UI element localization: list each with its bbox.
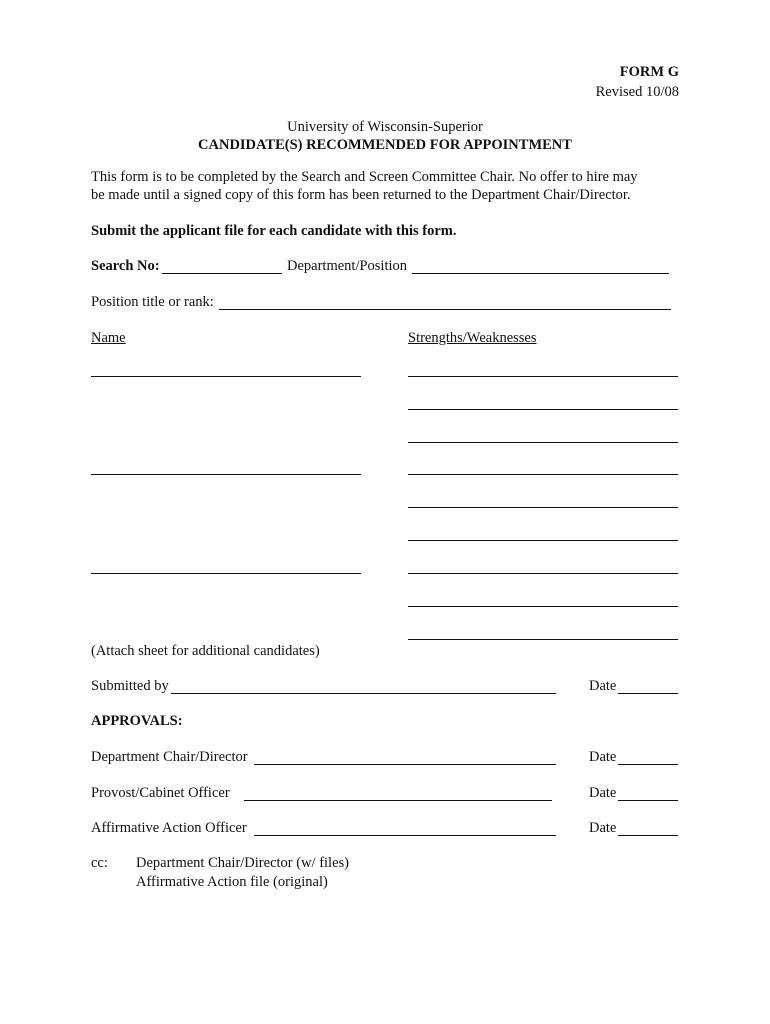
strengths-field-1b[interactable] — [408, 409, 678, 410]
department-position-field[interactable] — [412, 273, 669, 274]
affirmative-action-date-field[interactable] — [618, 835, 678, 836]
strengths-field-1a[interactable] — [408, 376, 678, 377]
candidate-name-field-1[interactable] — [91, 376, 361, 377]
submitted-by-field[interactable] — [171, 693, 556, 694]
provost-date-label: Date — [589, 785, 617, 801]
form-heading: CANDIDATE(S) RECOMMENDED FOR APPOINTMENT — [198, 137, 572, 153]
approvals-heading: APPROVALS: — [91, 713, 183, 729]
strengths-field-2c[interactable] — [408, 540, 678, 541]
provost-label: Provost/Cabinet Officer — [91, 785, 230, 801]
institution-name: University of Wisconsin-Superior — [287, 119, 483, 135]
cc-label: cc: — [91, 855, 108, 871]
attach-sheet-note: (Attach sheet for additional candidates) — [91, 643, 320, 659]
candidate-name-field-3[interactable] — [91, 573, 361, 574]
dept-chair-date-label: Date — [589, 749, 617, 765]
affirmative-action-signature-field[interactable] — [254, 835, 556, 836]
cc-line-1: Department Chair/Director (w/ files) — [136, 855, 349, 871]
provost-date-field[interactable] — [618, 800, 678, 801]
provost-signature-field[interactable] — [244, 800, 552, 801]
search-no-field[interactable] — [162, 273, 282, 274]
form-id: FORM G — [619, 64, 679, 80]
submitted-date-label: Date — [589, 678, 617, 694]
strengths-field-2a[interactable] — [408, 474, 678, 475]
cc-line-2: Affirmative Action file (original) — [136, 874, 328, 890]
submit-instruction: Submit the applicant file for each candidate with this form. — [91, 223, 457, 239]
revision-date: Revised 10/08 — [595, 84, 679, 100]
position-title-field[interactable] — [219, 309, 671, 310]
dept-chair-date-field[interactable] — [618, 764, 678, 765]
position-title-label: Position title or rank: — [91, 294, 214, 310]
strengths-field-2b[interactable] — [408, 507, 678, 508]
strengths-field-1c[interactable] — [408, 442, 678, 443]
department-position-label: Department/Position — [287, 258, 408, 274]
strengths-column-header: Strengths/Weaknesses — [408, 330, 537, 346]
dept-chair-label: Department Chair/Director — [91, 749, 248, 765]
strengths-field-3b[interactable] — [408, 606, 678, 607]
submitted-by-label: Submitted by — [91, 678, 169, 694]
candidate-name-field-2[interactable] — [91, 474, 361, 475]
dept-chair-signature-field[interactable] — [254, 764, 556, 765]
submitted-date-field[interactable] — [618, 693, 678, 694]
strengths-field-3a[interactable] — [408, 573, 678, 574]
name-column-header: Name — [91, 330, 126, 346]
strengths-field-3c[interactable] — [408, 639, 678, 640]
search-no-label: Search No: — [91, 258, 160, 274]
affirmative-action-label: Affirmative Action Officer — [91, 820, 247, 836]
intro-line-2: be made until a signed copy of this form has been returned to the Department Chair/Director. — [91, 187, 631, 203]
intro-line-1: This form is to be completed by the Search and Screen Committee Chair. No offer to hire may — [91, 169, 638, 185]
affirmative-action-date-label: Date — [589, 820, 617, 836]
